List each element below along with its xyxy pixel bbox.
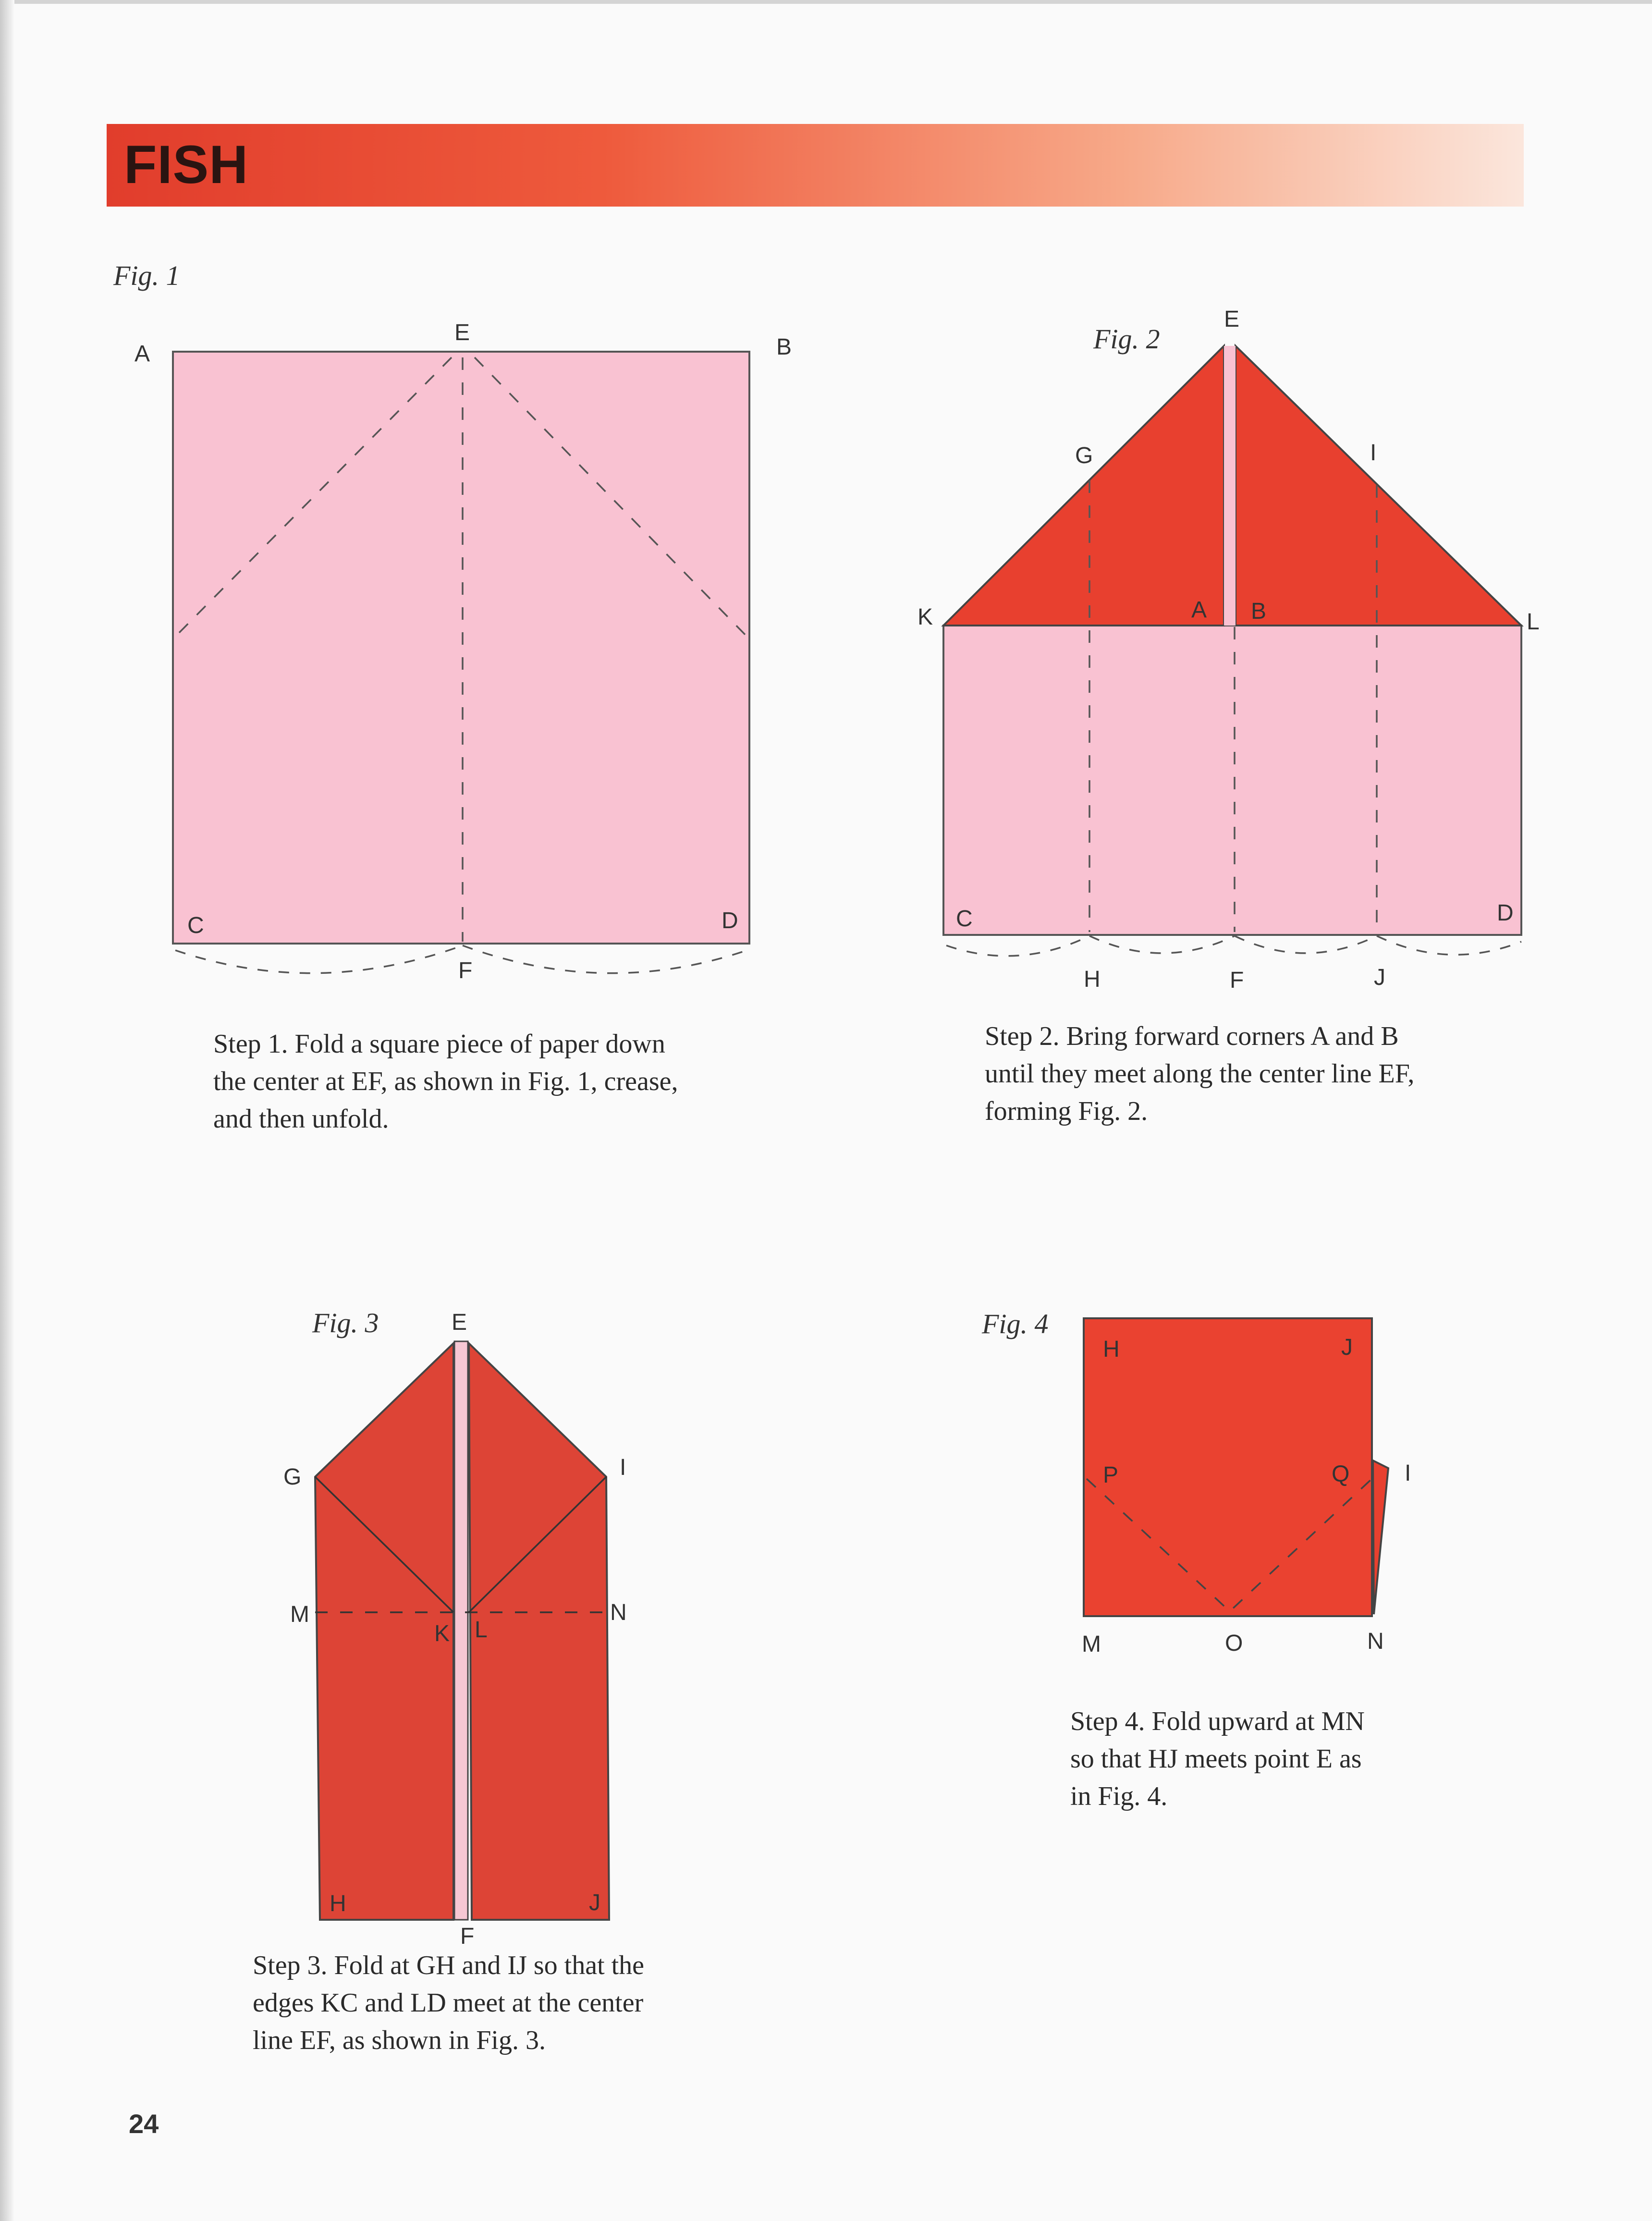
fig2-point-h: H	[1084, 967, 1101, 992]
step2-text: Step 2. Bring forward corners A and B until they meet along the center line EF, forming Fig. 2.	[985, 1021, 1415, 1126]
fig3-point-n: N	[610, 1600, 627, 1625]
fig2-point-c: C	[956, 906, 973, 932]
fig2-point-f: F	[1230, 968, 1244, 993]
fig3-point-e: E	[452, 1310, 467, 1335]
fig2-label: Fig. 2	[1093, 323, 1160, 355]
fig3-point-m: M	[290, 1602, 309, 1627]
fig2-point-l: L	[1527, 609, 1540, 635]
fig4-side-tab	[1373, 1460, 1388, 1614]
fig1-point-f: F	[458, 958, 473, 983]
fig1-point-a: A	[135, 341, 150, 367]
fig1-point-c: C	[187, 913, 204, 938]
fig2-point-d: D	[1497, 900, 1514, 926]
step1-text: Step 1. Fold a square piece of paper down the center at EF, as shown in Fig. 1, crease, and then unfold.	[213, 1029, 678, 1134]
fig3-point-f: F	[460, 1924, 475, 1949]
fig4-point-q: Q	[1332, 1461, 1350, 1487]
fig3-point-l: L	[475, 1617, 488, 1643]
fig3-point-i: I	[620, 1455, 626, 1480]
fig4-folded-body	[1084, 1318, 1372, 1616]
fig1-point-d: D	[722, 908, 738, 933]
fig3-point-k: K	[434, 1621, 450, 1646]
fig3-point-j: J	[589, 1890, 600, 1915]
fig2-point-i: I	[1370, 440, 1377, 466]
fig2-point-e: E	[1224, 307, 1240, 332]
fig4-label: Fig. 4	[982, 1308, 1049, 1339]
fig3-label: Fig. 3	[312, 1307, 379, 1338]
page-number: 24	[129, 2109, 159, 2139]
fig2-point-k: K	[918, 604, 933, 630]
step4-text: Step 4. Fold upward at MN so that HJ meets point E as in Fig. 4.	[1070, 1706, 1365, 1811]
fig1-label: Fig. 1	[113, 260, 180, 291]
step3-text: Step 3. Fold at GH and IJ so that the edges KC and LD meet at the center line EF, as shown in Fig. 3.	[253, 1951, 645, 2055]
fig2-point-b: B	[1251, 599, 1267, 624]
fig2-point-a: A	[1191, 597, 1207, 623]
fig4-point-m: M	[1082, 1632, 1101, 1657]
fig2-point-g: G	[1075, 443, 1093, 468]
fig4-point-n: N	[1367, 1629, 1384, 1654]
fig1-point-e: E	[454, 320, 470, 345]
fig3-point-g: G	[283, 1464, 302, 1490]
fig1-point-b: B	[776, 334, 792, 360]
fig4-point-h: H	[1103, 1337, 1120, 1362]
fig2-point-j: J	[1374, 965, 1385, 990]
page-title: FISH	[124, 135, 249, 195]
fig4-point-i: I	[1405, 1460, 1411, 1486]
fig4-point-p: P	[1103, 1462, 1119, 1488]
fig4-point-j: J	[1341, 1335, 1353, 1360]
fig3-point-h: H	[330, 1891, 346, 1916]
fig4-point-o: O	[1225, 1631, 1243, 1656]
